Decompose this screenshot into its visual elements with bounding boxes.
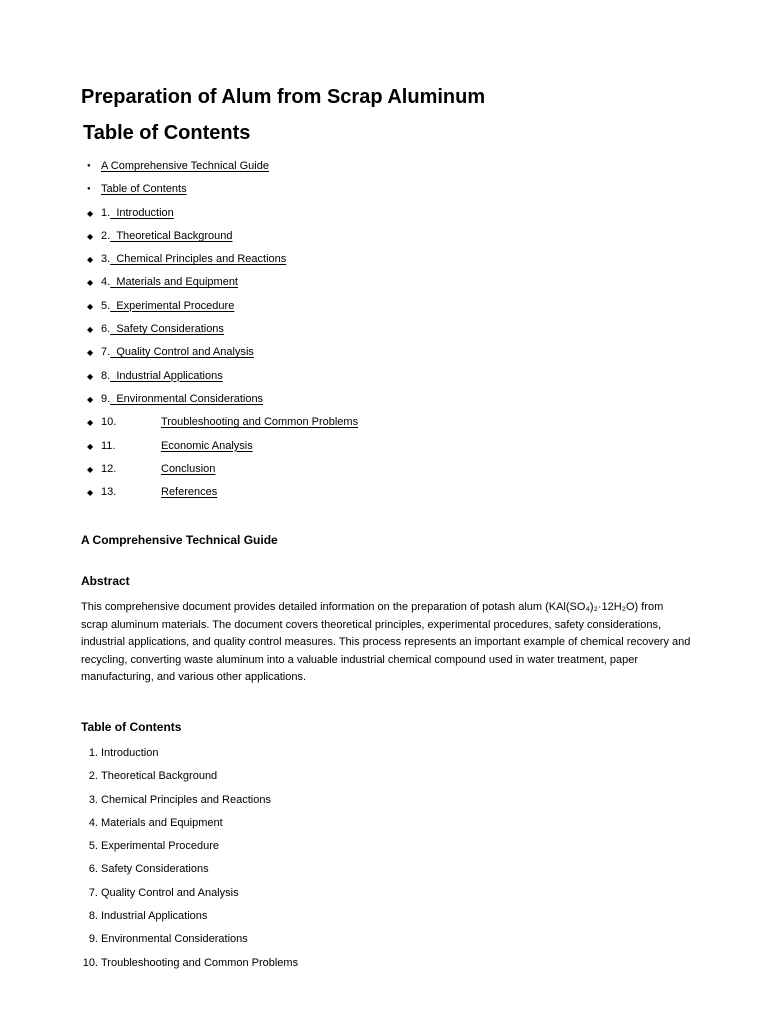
toc-link-item <box>87 318 358 341</box>
toc-link[interactable]: 11. Economic Analysis <box>101 439 253 452</box>
bullet-icon: ● <box>87 163 91 169</box>
toc-link-item <box>87 411 359 434</box>
toc-heading: Table of Contents <box>83 122 251 144</box>
list-item: 9. Environmental Considerations <box>88 933 248 946</box>
document-title: Preparation of Alum from Scrap Aluminum <box>81 86 486 108</box>
bullet-icon: ◆ <box>87 418 94 428</box>
toc-link-item <box>87 295 358 318</box>
list-item: 5. Experimental Procedure <box>88 840 220 853</box>
toc-link[interactable]: Table of Contents <box>101 183 187 196</box>
toc-link-item <box>87 481 358 504</box>
toc-link[interactable]: 10. Troubleshooting and Common Problems <box>101 416 359 429</box>
toc-link-item <box>87 248 358 271</box>
bullet-icon: ◆ <box>87 325 94 335</box>
toc-link[interactable]: A Comprehensive Technical Guide <box>101 160 269 172</box>
toc-link[interactable]: 4. Materials and Equipment <box>101 276 238 289</box>
toc-link[interactable]: 12. Conclusion <box>101 462 216 475</box>
toc-link[interactable]: 2. Theoretical Background <box>101 229 233 242</box>
bullet-icon: ◆ <box>87 371 94 381</box>
toc-numbered-heading: Table of Contents <box>81 720 182 734</box>
toc-link[interactable]: 1. Introduction <box>101 206 174 219</box>
bullet-icon: ◆ <box>87 208 94 218</box>
bullet-icon: ◆ <box>87 278 94 288</box>
bullet-icon: ◆ <box>87 394 94 404</box>
toc-link[interactable]: 6. Safety Considerations <box>101 323 224 336</box>
toc-link[interactable]: 7. Quality Control and Analysis <box>101 346 254 359</box>
toc-numbered-list <box>82 742 299 975</box>
toc-link[interactable]: 5. Experimental Procedure <box>101 299 235 312</box>
toc-link-item <box>87 155 358 178</box>
bullet-icon: ◆ <box>87 348 94 358</box>
toc-link-item <box>87 435 358 458</box>
abstract-paragraph: This comprehensive document provides detailed information on the preparation of potash alum (KAl(SO₄)₂·12H₂O) from scrap aluminum materials. The document covers theoretical principles, experimental procedures, safety considerations, industrial applications, and quality control measures. This process represents an important example of chemical recovery and recycling, converting waste aluminum into a valuable industrial chemical compound used in water treatment, paper manufacturing, and various other applications. <box>81 601 691 684</box>
list-item: 3. Chemical Principles and Reactions <box>88 793 271 806</box>
bullet-icon: ◆ <box>87 231 94 241</box>
bullet-icon: ◆ <box>87 301 94 311</box>
bullet-icon: ◆ <box>87 255 94 265</box>
toc-link-item <box>87 271 358 294</box>
bullet-icon: ● <box>87 186 91 193</box>
abstract-heading: Abstract <box>81 574 130 588</box>
list-item: 8. Industrial Applications <box>88 910 208 923</box>
list-item: 1. Introduction <box>88 747 159 759</box>
guide-heading: A Comprehensive Technical Guide <box>81 533 278 547</box>
list-item: 4. Materials and Equipment <box>88 816 223 829</box>
toc-link[interactable]: 9. Environmental Considerations <box>101 392 264 405</box>
toc-link-list <box>87 155 359 504</box>
toc-link-item <box>87 225 358 248</box>
toc-link-item <box>87 458 358 481</box>
bullet-icon: ◆ <box>87 464 94 474</box>
list-item: 7. Quality Control and Analysis <box>88 886 239 899</box>
bullet-icon: ◆ <box>87 488 94 498</box>
list-item: 2. Theoretical Background <box>88 770 218 783</box>
toc-link[interactable]: 8. Industrial Applications <box>101 369 223 382</box>
toc-link[interactable]: 3. Chemical Principles and Reactions <box>101 253 287 266</box>
toc-link-item <box>87 178 358 201</box>
toc-link-item <box>87 341 358 364</box>
toc-link[interactable]: 13. References <box>101 486 218 499</box>
list-item: 6. Safety Considerations <box>88 863 209 876</box>
toc-link-item <box>87 388 358 411</box>
toc-link-item <box>87 365 358 388</box>
list-item: 10. Troubleshooting and Common Problems <box>82 956 299 969</box>
bullet-icon: ◆ <box>87 441 94 451</box>
toc-link-item <box>87 202 358 225</box>
